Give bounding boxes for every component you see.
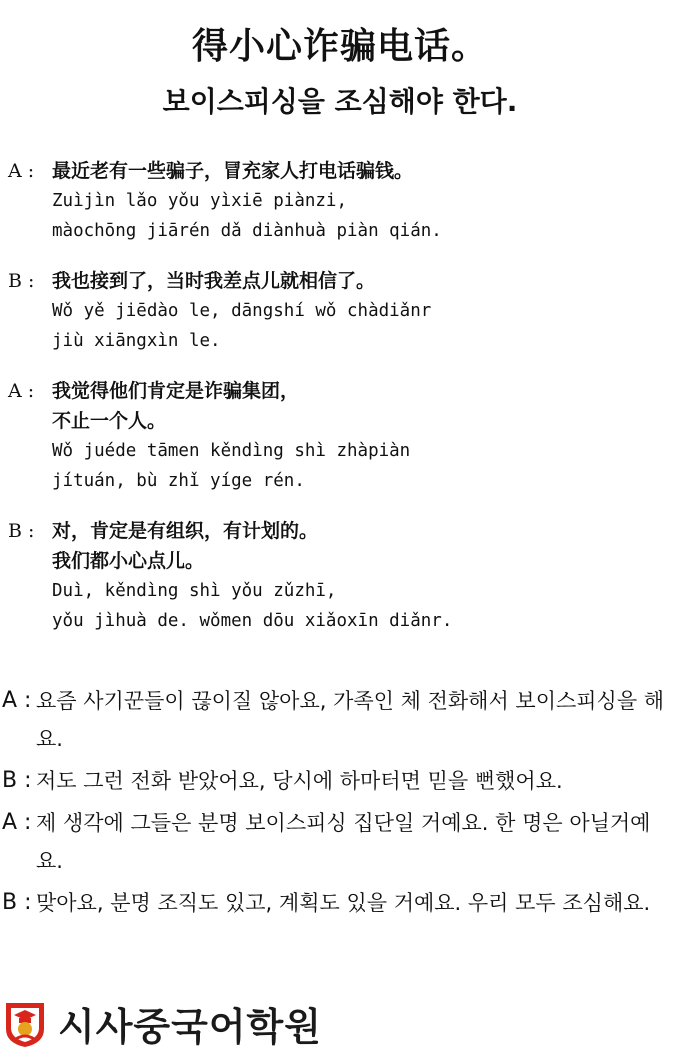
pinyin-line: Wǒ yě jiēdào le, dāngshí wǒ chàdiǎnr: [52, 301, 432, 321]
speaker-label: A :: [2, 810, 32, 835]
pinyin-line: jiù xiāngxìn le.: [52, 331, 221, 351]
dialogue-turn: [8, 266, 672, 356]
brand-footer: [2, 996, 322, 1051]
hanzi-line: 不止一个人。: [52, 410, 167, 432]
translation-text: 요즘 사기꾼들이 끊이질 않아요, 가족인 체 전화해서 보이스피싱을 해요.: [36, 689, 665, 751]
dialogue-turn: [8, 376, 672, 496]
page-title-korean: 보이스피싱을 조심해야 한다.: [162, 85, 518, 118]
pinyin-line: yǒu jìhuà de. wǒmen dōu xiǎoxīn diǎnr.: [52, 611, 453, 631]
siscom-crest-icon: [2, 999, 48, 1049]
turn-lines: [52, 376, 672, 496]
translation-text: 맞아요, 분명 조직도 있고, 계획도 있을 거예요. 우리 모두 조심해요.: [36, 891, 651, 915]
speaker-label: A :: [2, 688, 32, 713]
hanzi-line: 我觉得他们肯定是诈骗集团，: [52, 380, 300, 402]
speaker-label: B :: [2, 890, 32, 915]
translation-turn: [2, 762, 674, 800]
hanzi-line: 我也接到了，当时我差点儿就相信了。: [52, 270, 376, 292]
pinyin-line: Zuìjìn lǎo yǒu yìxiē piànzi,: [52, 191, 348, 211]
translation-turn: [2, 804, 674, 880]
hanzi-line: 对，肯定是有组织，有计划的。: [52, 520, 319, 542]
hanzi-line: 我们都小心点儿。: [52, 550, 205, 572]
pinyin-line: Wǒ juéde tāmen kěndìng shì zhàpiàn: [52, 441, 411, 461]
translation-turn: [2, 682, 674, 758]
pinyin-line: màochōng jiārén dǎ diànhuà piàn qián.: [52, 221, 442, 241]
turn-lines: [52, 266, 672, 356]
turn-lines: [52, 516, 672, 636]
speaker-label: B :: [8, 520, 35, 542]
dialogue-turn: [8, 516, 672, 636]
speaker-label: A :: [8, 380, 35, 402]
hanzi-line: 最近老有一些骗子，冒充家人打电话骗钱。: [52, 160, 414, 182]
speaker-label: B :: [8, 270, 35, 292]
chinese-dialogue: [8, 156, 672, 636]
page-title-chinese: 得小心诈骗电话。: [191, 26, 488, 67]
translation-turn: [2, 884, 674, 922]
korean-translation: [2, 682, 674, 926]
speaker-label: B :: [2, 768, 32, 793]
translation-text: 저도 그런 전화 받았어요, 당시에 하마터면 믿을 뻔했어요.: [36, 769, 563, 793]
translation-text: 제 생각에 그들은 분명 보이스피싱 집단일 거예요. 한 명은 아닐거예요.: [36, 811, 651, 873]
brand-name: 시사중국어학원: [58, 1005, 322, 1049]
dialogue-turn: [8, 156, 672, 246]
pinyin-line: Duì, kěndìng shì yǒu zǔzhī,: [52, 581, 337, 601]
speaker-label: A :: [8, 160, 35, 182]
pinyin-line: jítuán, bù zhǐ yíge rén.: [52, 471, 305, 491]
turn-lines: [52, 156, 672, 246]
